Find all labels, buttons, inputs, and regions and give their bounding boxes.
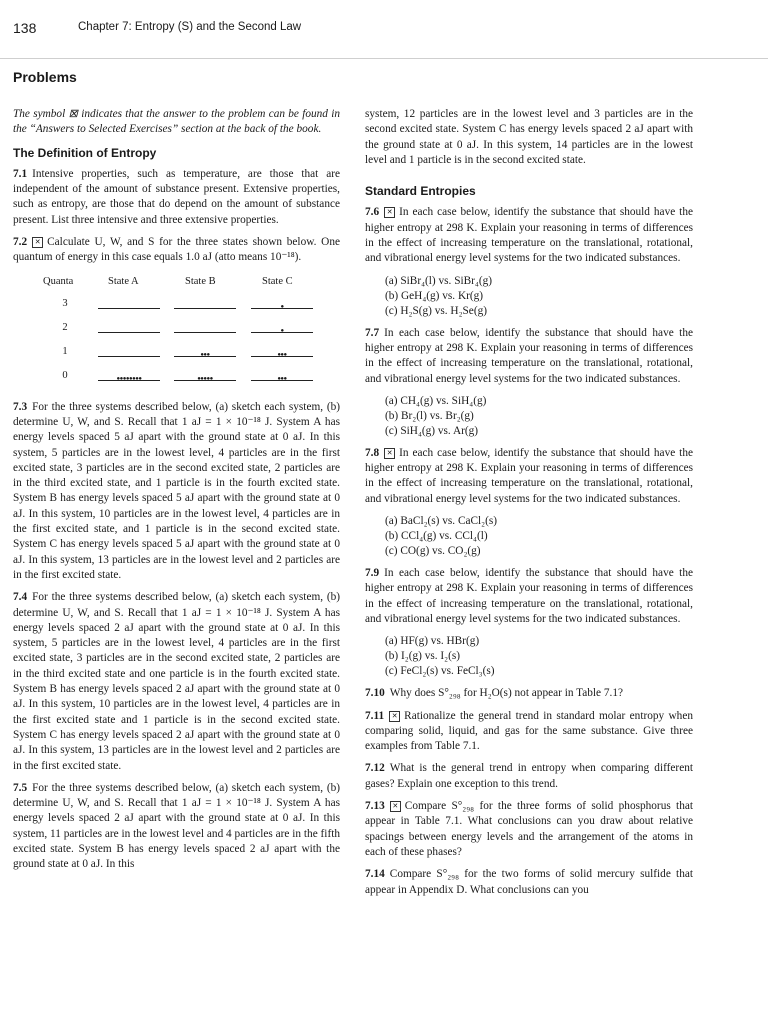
list-item: (b) Br₂(l) vs. Br₂(g) [385,409,474,422]
problem-number: 7.10 [365,687,385,700]
problem-7-3 [13,400,340,584]
problem-7-1 [13,167,340,228]
particle-group: ●●●●● [197,375,213,382]
subhead-definition: The Definition of Entropy [13,145,157,160]
energy-level-line [98,308,160,309]
diagram-header-state-b: State B [185,275,216,287]
problem-number: 7.9 [365,567,380,580]
problem-text: Rationalize the general trend in standard molar entropy when comparing solid, liquid, and gas for the same substance. Give three examples from Table 7.1. [365,709,693,753]
quanta-label: 3 [62,297,68,309]
diagram-header-state-a: State A [108,275,139,287]
page-header [0,0,768,59]
particle-group: ● [280,327,284,334]
quanta-label: 1 [62,345,68,357]
problem-7-13 [365,799,693,860]
problem-7-14 [365,867,693,898]
diagram-header-quanta: Quanta [43,275,74,287]
answer-box-icon: ✕ [32,237,43,248]
list-item: (c) FeCl₂(s) vs. FeCl₃(s) [385,665,495,678]
problem-7-2 [13,235,340,266]
problem-text: For the three systems described below, (a) sketch each system, (b) determine U, W, and S. Recall that 1 aJ = 1 × 10⁻¹⁸ J. System A has energy levels spaced 2 aJ apart with the ground state at 0 aJ. In this system, 5 particles are in the lowest level, 4 particles are in the first excited state, 3 particles are in the second excited state, 2 particles are in the third excited state and one particle is in the fourth excited state. System B has energy levels spaced 2 aJ apart with the ground state at 0 aJ. In this system, 10 particles are in the lowest level, 4 particles are in the first excited state and 1 particle is in the second excited state. System C has energy levels spaced 2 aJ apart with the ground state at 0 aJ. In this system, 13 particles are in the lowest level and 2 particles are in the first excited state. [13,591,340,772]
intro-note: The symbol ⊠ indicates that the answer to the problem can be found in the “Answers to Selected Exercises” section at the back of the book. [13,108,340,136]
energy-level-line [174,308,236,309]
problem-text: In each case below, identify the substance that should have the higher entropy at 298 K. Explain your reasoning in terms of differences in the effect of increasing temperature on the translational, rotational, and vibrational energy level systems for the two indicated substances. [365,567,693,625]
problem-text: In each case below, identify the substance that should have the higher entropy at 298 K. Explain your reasoning in terms of differences in the effect of increasing temperature on the translational, rotational, and vibrational energy level systems for the two indicated substances. [365,446,693,505]
energy-level-line [98,356,160,357]
particle-group: ●●● [277,351,287,358]
problem-number: 7.4 [13,591,28,604]
list-item: (c) CO(g) vs. CO₂(g) [385,545,481,558]
problem-number: 7.3 [13,400,28,413]
particle-group: ●●●●●●●● [116,375,142,382]
energy-level-diagram [13,274,340,386]
list-item: (a) CH₄(g) vs. SiH₄(g) [385,394,487,407]
problem-number: 7.11 [365,709,385,722]
diagram-header-state-c: State C [262,275,293,287]
problem-text: Why does S°₂₉₈ for H₂O(s) not appear in Table 7.1? [389,687,624,700]
list-item: (b) GeH₄(g) vs. Kr(g) [385,289,484,302]
list-item: (b) CCl₄(g) vs. CCl₄(l) [385,530,488,543]
list-item: (c) H₂S(g) vs. H₂Se(g) [385,304,487,317]
answer-box-icon: ✕ [390,801,401,812]
problem-number: 7.1 [13,167,28,180]
list-item: (b) I₂(g) vs. I₂(s) [385,650,461,663]
page-number: 138 [13,20,37,36]
list-item: (c) SiH₄(g) vs. Ar(g) [385,424,479,437]
problem-number: 7.7 [365,326,380,339]
problem-7-10 [365,686,693,701]
problem-text: Intensive properties, such as temperature, are those that are independent of the amount of substance present. Extensive properties, such as entropy, are those that do depend on the amount of substance present. List three intensive and three extensive properties. [13,167,340,226]
problem-number: 7.2 [13,236,28,249]
problem-number: 7.12 [365,762,385,775]
problem-7-6-items [385,274,693,319]
answer-box-icon: ✕ [389,711,400,722]
problem-number: 7.13 [365,800,385,813]
problem-7-7-items [385,394,693,439]
problem-text: Calculate U, W, and S for the three states shown below. One quantum of energy in this case equals 1.0 aJ (atto means 10⁻¹⁸). [13,236,340,264]
problem-text: What is the general trend in entropy when comparing different gases? Explain one exception to this trend. [365,762,693,790]
quanta-label: 0 [62,369,68,381]
particle-group: ● [280,303,284,310]
particle-group: ●●● [200,351,210,358]
problem-text: In each case below, identify the substance that should have the higher entropy at 298 K. Explain your reasoning in terms of differences in the effect of increasing temperature on the translational, rotational, and vibrational energy level systems for the two indicated substances. [365,326,693,385]
problem-7-5-continued: system, 12 particles are in the lowest level and 3 particles are in the second excited state. System C has energy levels spaced 2 aJ apart with the ground state at 0 aJ. In this system, 14 particles are in the lowest level and 1 particle is in the second excited state. [365,108,693,166]
problem-number: 7.6 [365,206,380,219]
problem-7-7 [365,326,693,387]
problem-7-6 [365,205,693,266]
list-item: (a) BaCl₂(s) vs. CaCl₂(s) [385,515,498,528]
problem-7-9-items [385,634,693,679]
answer-box-icon: ✕ [384,448,395,459]
problem-text: Compare S°₂₉₈ for the two forms of solid mercury sulfide that appear in Appendix D. What conclusions can you [365,868,693,896]
section-title: Problems [13,69,77,85]
problem-number: 7.14 [365,868,385,881]
problem-7-8 [365,446,693,507]
left-column [13,107,340,880]
problem-text: For the three systems described below, (a) sketch each system, (b) determine U, W, and S. Recall that 1 aJ = 1 × 10⁻¹⁸ J. System A has energy levels spaced 2 aJ apart with the ground state at 0 aJ. In this system, 11 particles are in the lowest level and 4 particles are in the fifth excited state. System B has energy levels spaced 2 aJ apart with the ground state at 0 aJ. In this [13,781,340,871]
problem-text: In each case below, identify the substance that should have the higher entropy at 298 K. Explain your reasoning in terms of differences in the effect of increasing temperature on the translational, rotational, and vibrational energy level systems for the two indicated substances. [365,206,693,265]
problem-7-12 [365,761,693,792]
problem-7-8-items [385,514,693,559]
energy-level-line [174,332,236,333]
list-item: (a) SiBr₄(l) vs. SiBr₄(g) [385,274,493,287]
answer-box-icon: ✕ [384,207,395,218]
subhead-standard-entropies: Standard Entropies [365,184,476,199]
problem-number: 7.5 [13,781,28,794]
problem-number: 7.8 [365,446,380,459]
particle-group: ●●● [277,375,287,382]
quanta-label: 2 [62,321,68,333]
problem-text: Compare S°₂₉₈ for the three forms of solid phosphorus that appear in Table 7.1. What conclusions can you draw about relative spacings between energy levels and the arrangement of the atoms in each of these phases? [365,800,693,858]
problem-text: For the three systems described below, (a) sketch each system, (b) determine U, W, and S. Recall that 1 aJ = 1 × 10⁻¹⁸ J. System A has energy levels spaced 5 aJ apart with the ground state at 0 aJ. In this system, 5 particles are in the lowest level, 4 particles are in the first excited state, 3 particles are in the second excited state, 2 particles are in the third excited state, and 1 particle is in the fourth excited state. System B has energy levels spaced 5 aJ apart with the ground state at 0 aJ. In this system, 10 particles are in the lowest level, 4 particles are in the first excited state, and 1 particle is in the second excited state. System C has energy levels spaced 5 aJ apart with the ground state at 0 aJ. In this system, 13 particles are in the lowest level and 2 particles are in the first excited state. [13,400,340,581]
list-item: (a) HF(g) vs. HBr(g) [385,635,480,648]
problem-7-5 [13,781,340,873]
problem-7-4 [13,590,340,774]
energy-level-line [98,332,160,333]
right-column [365,107,693,905]
problem-7-11 [365,709,693,755]
running-head: Chapter 7: Entropy (S) and the Second Law [78,21,302,33]
problem-7-9 [365,566,693,627]
